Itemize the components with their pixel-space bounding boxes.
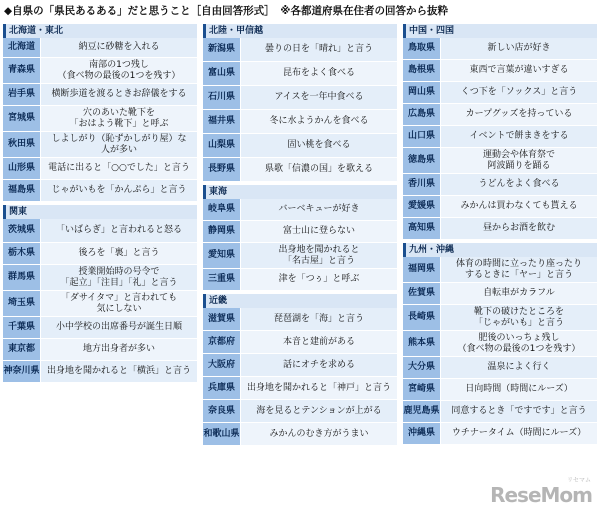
answer-cell: 県歌「信濃の国」を歌える <box>241 158 397 181</box>
table-row <box>403 38 597 60</box>
table-row <box>403 357 597 379</box>
answer-cell: 肥後のいっちょ残し （食べ物の最後の1つを残す） <box>441 331 597 356</box>
prefecture-cell: 宮城県 <box>3 106 41 131</box>
prefecture-cell: 福岡県 <box>403 257 441 282</box>
region-header: 東海 <box>203 185 397 199</box>
table-row <box>203 308 397 331</box>
prefecture-cell: 佐賀県 <box>403 283 441 304</box>
answer-cell: 「いばらぎ」と言われると怒る <box>41 219 197 242</box>
prefecture-cell: 京都府 <box>203 331 241 353</box>
answer-cell: 出身地を聞かれると 「名古屋」と言う <box>241 243 397 268</box>
answer-cell: 曇りの日を「晴れ」と言う <box>241 38 397 61</box>
answer-cell: みかんは買わなくても貰える <box>441 196 597 217</box>
table-row <box>403 305 597 331</box>
table-row <box>403 82 597 104</box>
table-row <box>203 400 397 423</box>
answer-cell: みかんのむき方がうまい <box>241 423 397 445</box>
prefecture-cell: 滋賀県 <box>203 308 241 330</box>
answer-cell: 体育の時間に立ったり座ったり するときに「ヤー」と言う <box>441 257 597 282</box>
answer-cell: 日向時間（時間にルーズ） <box>441 379 597 400</box>
prefecture-cell: 長野県 <box>203 158 241 181</box>
answer-cell: 出身地を聞かれると「神戸」と言う <box>241 377 397 399</box>
table-row <box>403 104 597 126</box>
answer-cell: 冬に水ようかんを食べる <box>241 110 397 133</box>
prefecture-cell: 岐阜県 <box>203 199 241 220</box>
prefecture-cell: 大分県 <box>403 357 441 378</box>
table-row <box>3 291 197 317</box>
prefecture-cell: 群馬県 <box>3 265 41 290</box>
answer-cell: バーベキューが好き <box>241 199 397 220</box>
region-header: 北海道・東北 <box>3 24 197 38</box>
region-table <box>203 308 397 446</box>
prefecture-cell: 奈良県 <box>203 400 241 422</box>
table-row <box>3 339 197 361</box>
table-row <box>203 221 397 243</box>
answer-cell: じゃがいもを「かんぷら」と言う <box>41 180 197 201</box>
prefecture-cell: 三重県 <box>203 269 241 290</box>
table-row <box>203 331 397 354</box>
prefecture-cell: 山形県 <box>3 158 41 179</box>
region-header: 近畿 <box>203 294 397 308</box>
table-row <box>3 317 197 339</box>
prefecture-cell: 秋田県 <box>3 132 41 157</box>
table-row <box>203 38 397 62</box>
prefecture-cell: 島根県 <box>403 60 441 81</box>
table-row <box>403 218 597 240</box>
prefecture-cell: 福井県 <box>203 110 241 133</box>
table-row <box>3 58 197 84</box>
answer-cell: 後ろを「裏」と言う <box>41 243 197 264</box>
answer-cell: 地方出身者が多い <box>41 339 197 360</box>
table-row <box>203 354 397 377</box>
prefecture-cell: 熊本県 <box>403 331 441 356</box>
prefecture-cell: 北海道 <box>3 38 41 57</box>
answer-cell: 南部の1つ残し （食べ物の最後の1つを残す） <box>41 58 197 83</box>
table-row <box>203 158 397 182</box>
answer-cell: イベントで餅まきをする <box>441 126 597 147</box>
table-row <box>403 148 597 174</box>
table-row <box>403 379 597 401</box>
column-3 <box>403 24 597 445</box>
prefecture-cell: 長崎県 <box>403 305 441 330</box>
table-row <box>403 126 597 148</box>
answer-cell: 津を「つぅ」と呼ぶ <box>241 269 397 290</box>
answer-cell: 横断歩道を渡るときお辞儀をする <box>41 84 197 105</box>
answer-cell: 昼からお酒を飲む <box>441 218 597 239</box>
prefecture-cell: 茨城県 <box>3 219 41 242</box>
prefecture-cell: 石川県 <box>203 86 241 109</box>
answer-cell: 同意するとき「ですです」と言う <box>441 401 597 422</box>
prefecture-cell: 静岡県 <box>203 221 241 242</box>
table-row <box>403 283 597 305</box>
answer-cell: 電話に出ると「○○でした」と言う <box>41 158 197 179</box>
answer-cell: 出身地を聞かれると「横浜」と言う <box>41 361 197 382</box>
prefecture-cell: 兵庫県 <box>203 377 241 399</box>
prefecture-cell: 岩手県 <box>3 84 41 105</box>
table-row <box>203 243 397 269</box>
table-row <box>203 62 397 86</box>
prefecture-cell: 岡山県 <box>403 82 441 103</box>
region-table <box>203 199 397 291</box>
answer-cell: 穴のあいた靴下を 「おはよう靴下」と呼ぶ <box>41 106 197 131</box>
answer-cell: 「ダサイタマ」と言われても 気にしない <box>41 291 197 316</box>
column-2 <box>203 24 397 446</box>
table-row <box>403 401 597 423</box>
answer-cell: 話にオチを求める <box>241 354 397 376</box>
prefecture-cell: 愛知県 <box>203 243 241 268</box>
table-row <box>3 132 197 158</box>
table-row <box>403 196 597 218</box>
answer-cell: 昆布をよく食べる <box>241 62 397 85</box>
table-row <box>3 265 197 291</box>
prefecture-cell: 鳥取県 <box>403 38 441 59</box>
table-row <box>3 180 197 202</box>
region-header: 中国・四国 <box>403 24 597 38</box>
answer-cell: しよしがり（恥ずかしがり屋）な 人が多い <box>41 132 197 157</box>
prefecture-cell: 神奈川県 <box>3 361 41 382</box>
answer-cell: 授業開始時の号令で 「起立」「注目」「礼」と言う <box>41 265 197 290</box>
answer-cell: 本音と建前がある <box>241 331 397 353</box>
table-row <box>203 269 397 291</box>
table-row <box>3 243 197 265</box>
answer-cell: くつ下を「ソックス」と言う <box>441 82 597 103</box>
prefecture-cell: 宮崎県 <box>403 379 441 400</box>
prefecture-cell: 埼玉県 <box>3 291 41 316</box>
title-note: ※各都道府県在住者の回答から抜粋 <box>280 5 448 17</box>
prefecture-cell: 愛媛県 <box>403 196 441 217</box>
table-row <box>403 174 597 196</box>
table-row <box>403 257 597 283</box>
prefecture-cell: 和歌山県 <box>203 423 241 445</box>
prefecture-cell: 高知県 <box>403 218 441 239</box>
region-table <box>403 257 597 445</box>
title-text: ◆自県の「県民あるある」だと思うこと［自由回答形式］ <box>4 5 275 17</box>
answer-cell: 運動会や体育祭で 阿波踊りを踊る <box>441 148 597 173</box>
prefecture-cell: 鹿児島県 <box>403 401 441 422</box>
answer-cell: アイスを一年中食べる <box>241 86 397 109</box>
answer-cell: 納豆に砂糖を入れる <box>41 38 197 57</box>
prefecture-cell: 栃木県 <box>3 243 41 264</box>
prefecture-cell: 福島県 <box>3 180 41 201</box>
prefecture-cell: 広島県 <box>403 104 441 125</box>
answer-cell: ウチナータイム（時間にルーズ） <box>441 423 597 444</box>
watermark-logo: ReseMom <box>490 483 592 507</box>
region-table <box>403 38 597 240</box>
answer-cell: 琵琶湖を「海」と言う <box>241 308 397 330</box>
table-row <box>3 361 197 383</box>
page-title <box>4 2 596 20</box>
table-row <box>3 84 197 106</box>
answer-cell: うどんをよく食べる <box>441 174 597 195</box>
answer-cell: 富士山に登らない <box>241 221 397 242</box>
answer-cell: 小中学校の出席番号が誕生日順 <box>41 317 197 338</box>
prefecture-cell: 青森県 <box>3 58 41 83</box>
region-header: 九州・沖縄 <box>403 243 597 257</box>
watermark-sub: リセマム <box>567 477 591 484</box>
column-1 <box>3 24 197 383</box>
answer-cell: 新しい店が好き <box>441 38 597 59</box>
prefecture-cell: 沖縄県 <box>403 423 441 444</box>
table-row <box>403 423 597 445</box>
prefecture-cell: 新潟県 <box>203 38 241 61</box>
table-row <box>203 134 397 158</box>
prefecture-cell: 富山県 <box>203 62 241 85</box>
answer-cell: 海を見るとテンションが上がる <box>241 400 397 422</box>
table-row <box>3 158 197 180</box>
prefecture-cell: 東京都 <box>3 339 41 360</box>
table-row <box>203 199 397 221</box>
table-row <box>403 331 597 357</box>
region-header: 関東 <box>3 205 197 219</box>
answer-cell: カープグッズを持っている <box>441 104 597 125</box>
table-row <box>203 86 397 110</box>
answer-cell: 自転車がカラフル <box>441 283 597 304</box>
prefecture-cell: 大阪府 <box>203 354 241 376</box>
region-table <box>203 38 397 182</box>
prefecture-cell: 徳島県 <box>403 148 441 173</box>
prefecture-cell: 香川県 <box>403 174 441 195</box>
table-row <box>3 219 197 243</box>
answer-cell: 温泉によく行く <box>441 357 597 378</box>
region-table <box>3 38 197 202</box>
table-row <box>203 110 397 134</box>
prefecture-cell: 山口県 <box>403 126 441 147</box>
prefecture-cell: 千葉県 <box>3 317 41 338</box>
table-row <box>3 106 197 132</box>
region-header: 北陸・甲信越 <box>203 24 397 38</box>
answer-cell: 固い桃を食べる <box>241 134 397 157</box>
table-row <box>403 60 597 82</box>
table-row <box>203 377 397 400</box>
region-table <box>3 219 197 383</box>
table-row <box>203 423 397 446</box>
answer-cell: 靴下の破けたところを 「じゃがいも」と言う <box>441 305 597 330</box>
prefecture-cell: 山梨県 <box>203 134 241 157</box>
table-row <box>3 38 197 58</box>
answer-cell: 東西で言葉が違いすぎる <box>441 60 597 81</box>
